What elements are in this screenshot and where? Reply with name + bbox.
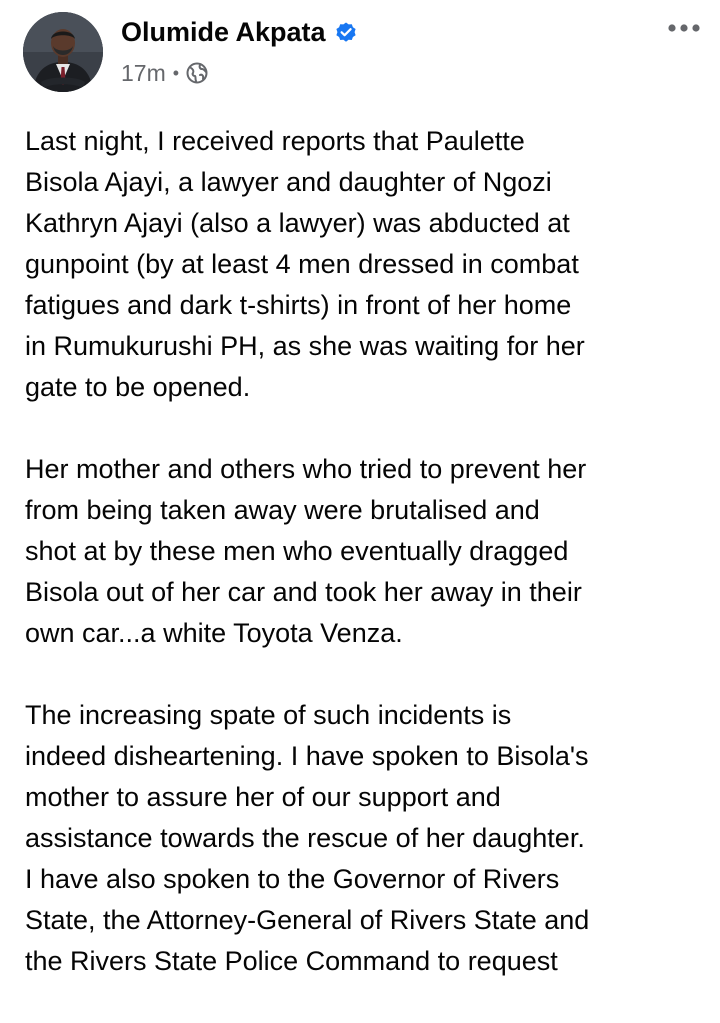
post-meta <box>121 58 208 88</box>
post-header <box>0 0 720 110</box>
globe-icon[interactable] <box>186 62 208 84</box>
more-options-button[interactable] <box>664 14 704 42</box>
post-timestamp[interactable]: 17m <box>121 59 166 86</box>
author-row <box>121 14 358 50</box>
post-paragraph: Last night, I received reports that Paulette Bisola Ajayi, a lawyer and daughter of Ngozi Kathryn Ajayi (also a lawyer) was abducted at gunpoint (by at least 4 men dressed in combat fatigues and dark t-shirts) in front of her home in Rumukurushi PH, as she was waiting for her gate to be opened. <box>25 126 585 402</box>
meta-separator: • <box>172 62 180 83</box>
more-options-icon <box>667 23 701 33</box>
post-paragraph: The increasing spate of such incidents is indeed disheartening. I have spoken to Bisola's mother to assure her of our support and assistance towards the rescue of her daughter. I have also spoken to the Governor of Rivers State, the Attorney-General of Rivers State and the Rivers State Police Command to request <box>25 700 590 976</box>
avatar[interactable] <box>23 12 103 92</box>
verified-badge-icon <box>334 20 358 44</box>
post-paragraph: Her mother and others who tried to prevent her from being taken away were brutalised and shot at by these men who eventually dragged Bisola out of her car and took her away in their own car...a white Toyota Venza. <box>25 454 587 648</box>
post-body <box>25 121 710 1023</box>
avatar-photo <box>23 12 103 92</box>
author-name[interactable]: Olumide Akpata <box>121 17 326 47</box>
